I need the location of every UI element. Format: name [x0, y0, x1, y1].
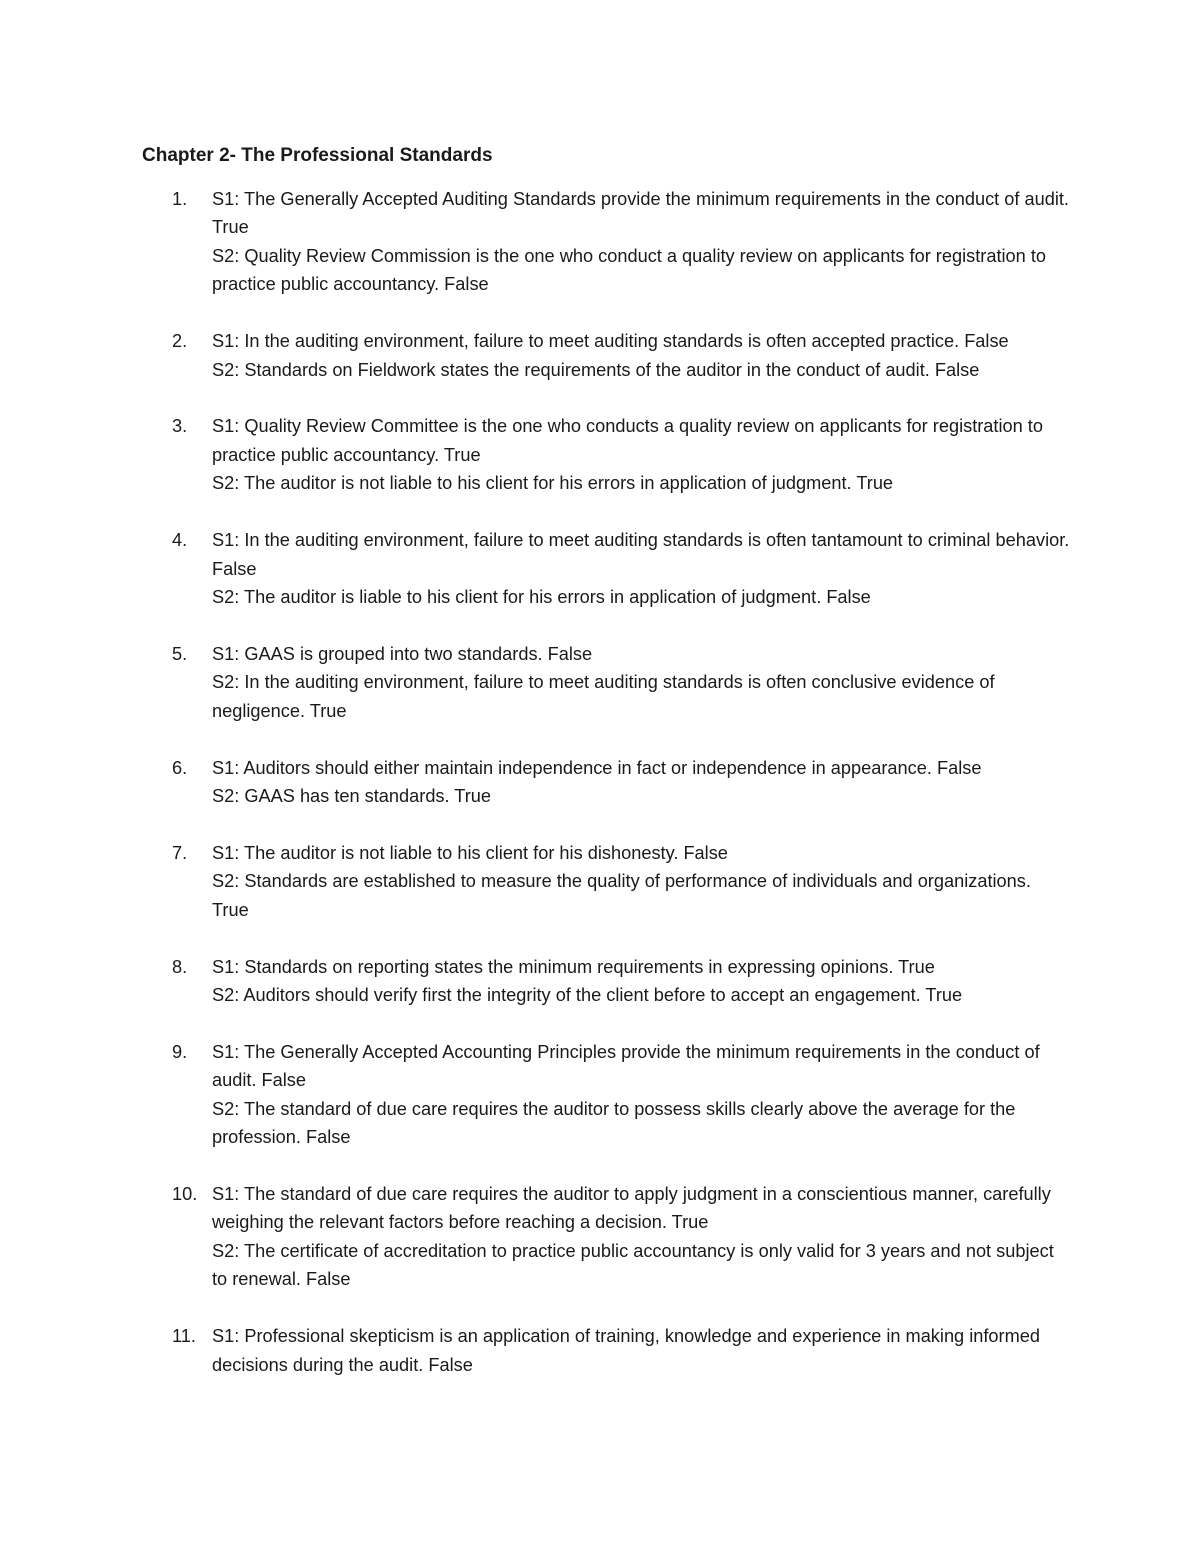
statement-s1: S1: In the auditing environment, failure to meet auditing standards is often accepted practice. False — [212, 331, 1009, 352]
statement-s2: S2: Standards on Fieldwork states the requirements of the auditor in the conduct of audit. False — [212, 359, 980, 380]
item-number: 2. — [172, 331, 188, 352]
statement-s2: S2: Standards are established to measure the quality of performance of individuals and organizations. True — [212, 871, 1031, 920]
statement-s1: S1: The Generally Accepted Auditing Standards provide the minimum requirements in the conduct of audit. True — [212, 189, 1069, 238]
list-item — [142, 526, 1072, 611]
statement-s2: S2: In the auditing environment, failure to meet auditing standards is often conclusive evidence of negligence. True — [212, 672, 995, 721]
item-number: 1. — [172, 189, 188, 209]
list-item — [142, 1038, 1072, 1152]
item-number: 4. — [172, 530, 188, 551]
item-number: 10. — [172, 1184, 198, 1205]
list-item — [142, 953, 1072, 1010]
statement-s1: S1: The auditor is not liable to his client for his dishonesty. False — [212, 842, 728, 863]
list-item — [142, 1180, 1072, 1294]
statement-s2: S2: Quality Review Commission is the one who conduct a quality review on applicants for registration to practice public accountancy. False — [212, 245, 1046, 295]
list-item — [142, 1322, 1072, 1379]
question-list — [142, 185, 1072, 1408]
statement-s2: S2: The standard of due care requires the auditor to possess skills clearly above the average for the profession. False — [212, 1098, 1016, 1148]
list-item — [142, 185, 1072, 299]
item-number: 11. — [172, 1326, 196, 1347]
page-title: Chapter 2- The Professional Standards — [142, 145, 493, 166]
list-item — [142, 327, 1072, 384]
statement-s1: S1: Standards on reporting states the minimum requirements in expressing opinions. True — [212, 956, 935, 977]
item-number: 6. — [172, 757, 188, 778]
list-item — [142, 640, 1072, 725]
item-number: 8. — [172, 956, 188, 977]
item-number: 7. — [172, 842, 188, 863]
statement-s2: S2: Auditors should verify first the integrity of the client before to accept an engagement. True — [212, 985, 963, 1006]
statement-s1: S1: The Generally Accepted Accounting Principles provide the minimum requirements in the conduct of audit. False — [212, 1041, 1040, 1091]
statement-s2: S2: The auditor is not liable to his client for his errors in application of judgment. True — [212, 473, 894, 494]
statement-s1: S1: GAAS is grouped into two standards. False — [212, 643, 593, 664]
statement-s1: S1: Quality Review Committee is the one who conducts a quality review on applicants for registration to practice public accountancy. True — [212, 416, 1043, 465]
statement-s1: S1: Professional skepticism is an application of training, knowledge and experience in making informed decisions during the audit. False — [212, 1326, 1040, 1375]
list-item — [142, 839, 1072, 924]
statement-s1: S1: In the auditing environment, failure to meet auditing standards is often tantamount to criminal behavior. False — [212, 530, 1070, 579]
item-number: 3. — [172, 416, 188, 437]
statement-s1: S1: The standard of due care requires the auditor to apply judgment in a conscientious manner, carefully weighing the relevant factors before reaching a decision. True — [212, 1184, 1051, 1233]
item-number: 9. — [172, 1041, 188, 1062]
item-number: 5. — [172, 643, 188, 664]
statement-s2: S2: GAAS has ten standards. True — [212, 786, 492, 806]
list-item — [142, 754, 1072, 811]
list-item — [142, 412, 1072, 497]
statement-s2: S2: The certificate of accreditation to practice public accountancy is only valid for 3 years and not subject to renewal. False — [212, 1240, 1054, 1290]
statement-s1: S1: Auditors should either maintain independence in fact or independence in appearance. False — [212, 757, 982, 778]
statement-s2: S2: The auditor is liable to his client for his errors in application of judgment. False — [212, 586, 871, 607]
